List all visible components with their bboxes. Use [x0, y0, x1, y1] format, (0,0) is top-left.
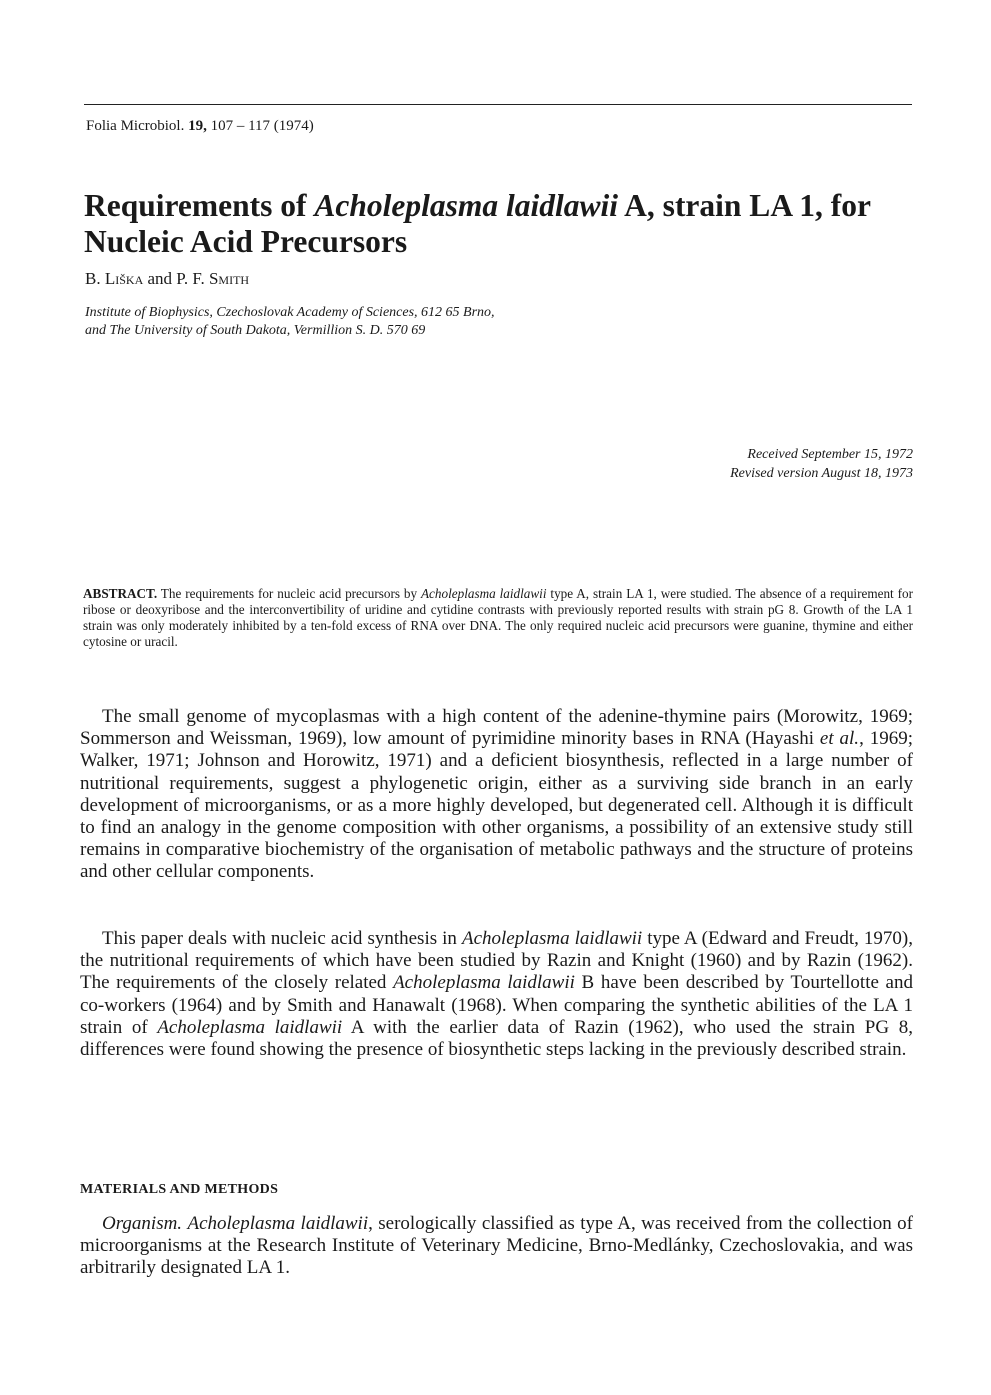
abstract-text1: The requirements for nucleic acid precursors by — [157, 586, 421, 601]
journal-name: Folia Microbiol. — [86, 118, 185, 134]
abstract-text2: type A, strain LA 1, were studied. The absence of a requirement for ribose or deoxyribose and the interconvertibility of uridine and cytidine contrasts with previously reported results with strain pG 8. Growth of the LA 1 strain was only moderately inhibited by a ten-fold excess of RNA over DNA. The only required nucleic acid precursors were guanine, thymine and either cytosine or uracil. — [83, 586, 913, 649]
title-species: Acholeplasma laidlawii — [314, 188, 619, 223]
author2-name: Smith — [208, 269, 250, 288]
p3-label: Organism. — [102, 1213, 183, 1234]
received-date: Received September 15, 1972 — [747, 447, 913, 462]
title-part2: A, strain LA 1, for Nucleic Acid Precursors — [84, 188, 871, 259]
section-heading-materials-methods: MATERIALS AND METHODS — [80, 1182, 279, 1197]
p2-text-c: B have been described by Tourtellotte and co-workers (1964) and by Smith and Hanawalt (1968). When comparing the synthetic abilities of the LA 1 strain of — [80, 972, 913, 1038]
p2-species-2: Acholeplasma laidlawii — [393, 972, 575, 994]
received-dates — [730, 445, 913, 483]
p1-etal: et al. — [819, 728, 860, 750]
abstract — [83, 586, 913, 650]
p1-text-a: The small genome of mycoplasmas with a high content of the adenine-thymine pairs (Morowitz, 1969; Sommerson and Weissman, 1969), low amount of pyrimidine minority bases in RNA (Hayashi — [80, 706, 913, 750]
affiliation-line1: Institute of Biophysics, Czechoslovak Academy of Sciences, 612 65 Brno, — [85, 305, 495, 320]
body-paragraph-3 — [80, 1213, 913, 1280]
author1-initial: B. — [85, 269, 105, 288]
p3-species: Acholeplasma laidlawii — [187, 1213, 369, 1234]
abstract-species: Acholeplasma laidlawii — [420, 586, 547, 601]
revised-date: Revised version August 18, 1973 — [730, 466, 913, 481]
p1-text-b: , 1969; Walker, 1971; Johnson and Horowitz, 1971) and a deficient biosynthesis, reflected in a large number of nutritional requirements, suggest a phylogenetic origin, either as a surviving side branch in an early development of microorganisms, or as a more highly developed, but degenerated cell. Although it is difficult to find an analogy in the genome composition with other organisms, a possibility of an extensive study still remains in comparative biochemistry of the organisation of metabolic pathways and the structure of proteins and other cellular components. — [80, 728, 914, 883]
authors-and: and — [143, 269, 177, 288]
header-rule — [84, 104, 912, 105]
p2-text-a: This paper deals with nucleic acid synthesis in — [102, 928, 462, 949]
abstract-label: ABSTRACT. — [83, 586, 158, 601]
p2-species-3: Acholeplasma laidlawii — [157, 1016, 343, 1038]
author1-name: Liška — [104, 269, 144, 288]
authors-line — [85, 269, 249, 289]
article-title — [84, 188, 914, 260]
affiliation-line2: and The University of South Dakota, Vermillion S. D. 570 69 — [85, 323, 426, 338]
journal-pages-year: 107 – 117 (1974) — [210, 118, 314, 134]
affiliation — [85, 304, 495, 340]
body-paragraph-2 — [80, 928, 913, 1061]
author2-initial: P. F. — [176, 269, 209, 288]
body-paragraph-1 — [80, 706, 913, 884]
p3-text: , serologically classified as type A, was received from the collection of microorganisms at the Research Institute of Veterinary Medicine, Brno-Medlánky, Czechoslovakia, and was arbitrarily designated LA 1. — [80, 1213, 914, 1279]
p2-text-d: A with the earlier data of Razin (1962), who used the strain PG 8, differences were found showing the presence of biosynthetic steps lacking in the previously described strain. — [80, 1016, 913, 1061]
p2-species-1: Acholeplasma laidlawii — [461, 928, 643, 949]
journal-volume: 19, — [188, 118, 207, 134]
journal-citation — [86, 118, 314, 135]
title-part1: Requirements of — [84, 188, 315, 223]
p2-text-b: type A (Edward and Freudt, 1970), the nutritional requirements of which have been studied by Razin and Knight (1960) and by Razin (1962). The requirements of the closely related — [80, 928, 913, 994]
